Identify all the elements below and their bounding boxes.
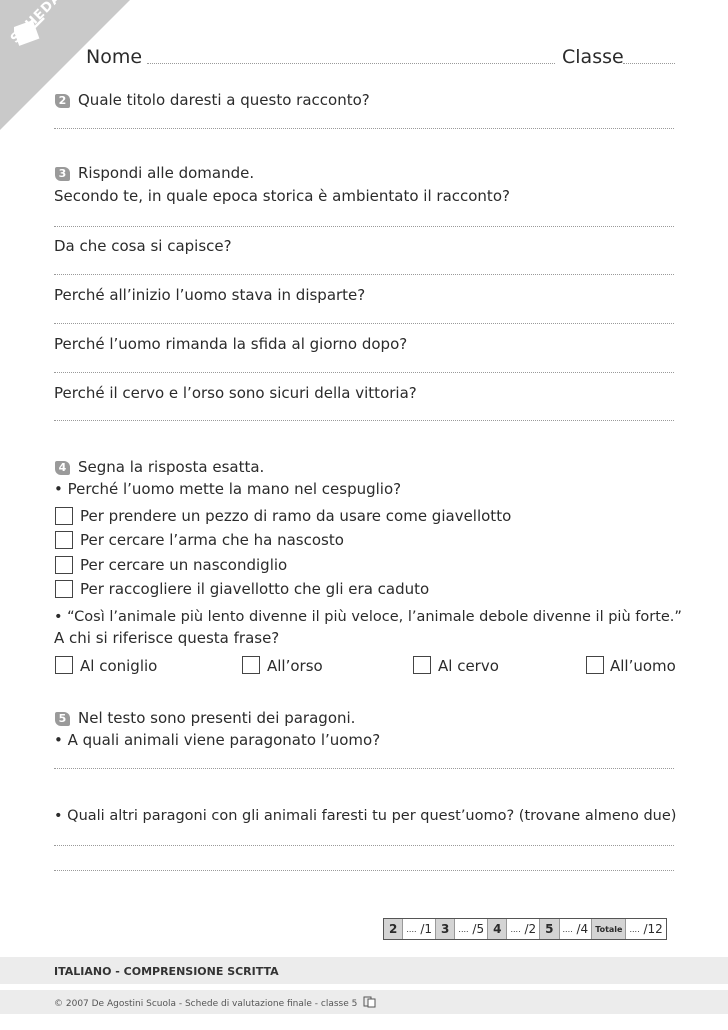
option-checkbox[interactable] [55,531,73,549]
score-item-number: 2 [384,919,403,939]
option-label: Per cercare un nascondiglio [80,556,288,574]
name-answer-line[interactable] [147,63,555,64]
score-item-value[interactable] [507,919,540,939]
score-blank: .... [406,924,417,934]
score-item-number: 5 [540,919,559,939]
score-item-value[interactable] [403,919,436,939]
option-checkbox[interactable] [55,556,73,574]
score-max: /2 [524,922,537,936]
quote-text: • “Così l’animale più lento divenne il più veloce, l’animale debole divenne il più forte.” [54,609,682,625]
question-3 [55,164,254,182]
sub-question: Perché il cervo e l’orso sono sicuri della vittoria? [54,384,417,402]
score-item-value[interactable] [560,919,593,939]
option-label: Per raccogliere il giavellotto che gli era caduto [80,580,430,598]
score-blank: .... [510,924,521,934]
footer-copyright [54,996,377,1009]
score-blank: .... [562,924,573,934]
score-max: /5 [472,922,485,936]
answer-line[interactable] [54,870,674,871]
option-label: All’uomo [610,657,676,675]
score-max: /4 [576,922,589,936]
option-label: Al coniglio [80,657,158,675]
option-checkbox[interactable] [55,656,73,674]
sub-question: Perché l’uomo rimanda la sfida al giorno dopo? [54,335,408,353]
score-max: /1 [420,922,433,936]
question-text: Quale titolo daresti a questo racconto? [78,91,370,109]
answer-line[interactable] [54,128,674,129]
sub-question: Da che cosa si capisce? [54,237,232,255]
footer-title: ITALIANO - COMPRENSIONE SCRITTA [54,965,279,978]
option-label: Per prendere un pezzo di ramo da usare come giavellotto [80,507,512,525]
sub-question: Perché all’inizio l’uomo stava in disparte? [54,286,366,304]
score-item-value[interactable] [455,919,488,939]
question-text: Nel testo sono presenti dei paragoni. [78,709,356,727]
sub-question: A chi si riferisce questa frase? [54,629,280,647]
score-total-value[interactable] [626,919,665,939]
score-table [383,918,667,940]
score-max: /12 [643,922,663,936]
answer-line[interactable] [54,323,674,324]
answer-line[interactable] [54,274,674,275]
option-label: All’orso [267,657,323,675]
question-text: Rispondi alle domande. [78,164,255,182]
score-item-number: 3 [436,919,455,939]
question-4 [55,458,264,476]
option-checkbox[interactable] [413,656,431,674]
question-5 [55,709,355,727]
name-label: Nome [86,46,143,68]
option-checkbox[interactable] [242,656,260,674]
option-checkbox[interactable] [55,580,73,598]
sub-question: • A quali animali viene paragonato l’uomo? [54,731,381,749]
answer-line[interactable] [54,226,674,227]
score-blank: .... [458,924,469,934]
answer-line[interactable] [54,372,674,373]
book-copy-icon [363,996,377,1008]
copyright-text: © 2007 De Agostini Scuola - Schede di valutazione finale - classe 5 [54,999,358,1009]
question-number: 4 [55,461,70,475]
class-label: Classe [562,46,624,68]
question-number: 2 [55,94,70,108]
sub-question: • Quali altri paragoni con gli animali faresti tu per quest’uomo? (trovane almeno due) [54,808,677,824]
option-label: Al cervo [438,657,499,675]
score-blank: .... [629,924,640,934]
question-number: 5 [55,712,70,726]
class-answer-line[interactable] [623,63,675,64]
sub-question: • Perché l’uomo mette la mano nel cespuglio? [54,480,402,498]
option-label: Per cercare l’arma che ha nascosto [80,531,344,549]
option-checkbox[interactable] [586,656,604,674]
answer-line[interactable] [54,845,674,846]
score-item-number: 4 [488,919,507,939]
option-checkbox[interactable] [55,507,73,525]
question-text: Segna la risposta esatta. [78,458,265,476]
question-number: 3 [55,167,70,181]
answer-line[interactable] [54,420,674,421]
score-total-label: Totale [592,919,626,939]
sub-question: Secondo te, in quale epoca storica è ambientato il racconto? [54,187,510,205]
answer-line[interactable] [54,768,674,769]
question-2 [55,91,370,109]
